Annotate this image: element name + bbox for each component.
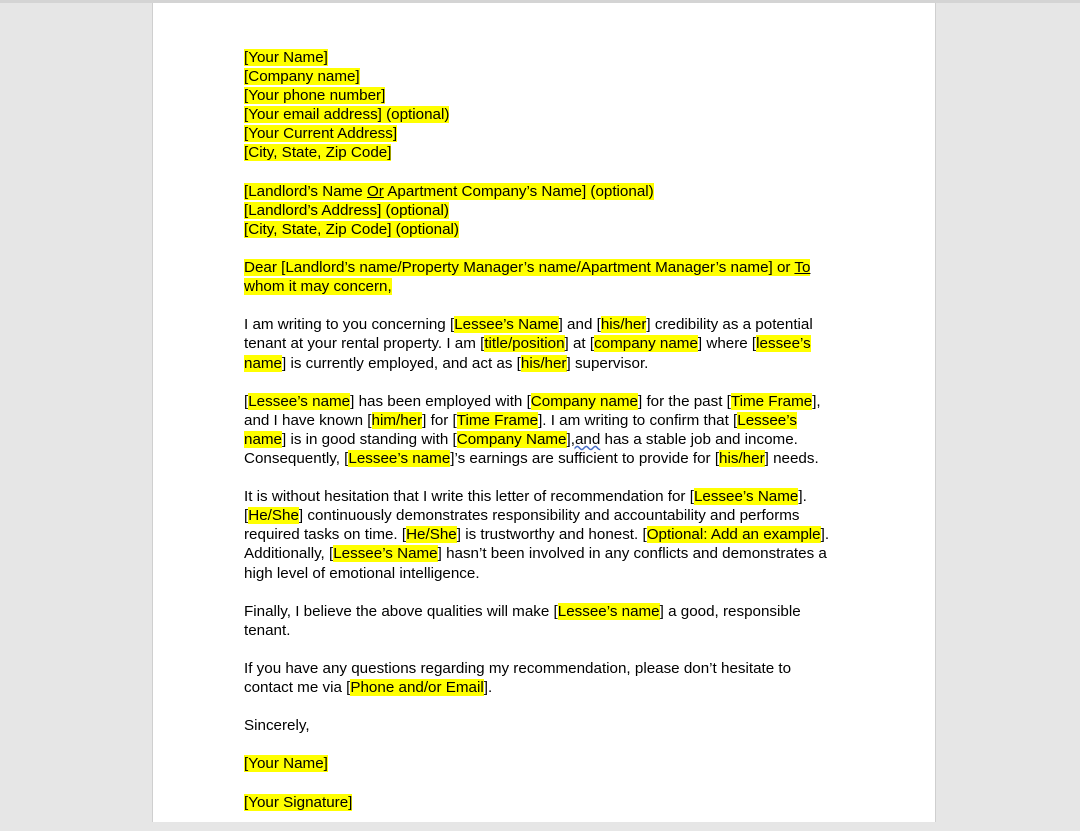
- highlight: [Your phone number]: [244, 87, 386, 105]
- salutation-line: [244, 277, 844, 296]
- text: tenant at your rental property. I am [: [244, 335, 485, 353]
- text: ].: [820, 526, 830, 544]
- highlight: his/her: [600, 316, 647, 334]
- text-line: high level of emotional intelligence.: [244, 564, 480, 582]
- paragraph-1: [244, 315, 844, 372]
- text-line: [244, 487, 844, 506]
- text: ]: [566, 430, 571, 448]
- highlight: Lessee’s name: [348, 449, 451, 467]
- paragraph-5: [244, 659, 844, 697]
- paragraph-3: [244, 487, 844, 582]
- highlight: He/She: [406, 526, 457, 544]
- sender-email-line: [244, 105, 844, 124]
- text-line: [244, 354, 844, 373]
- recipient-name-part: [Landlord’s Name: [244, 182, 367, 200]
- highlight: Company Name: [456, 430, 567, 448]
- text-line: [244, 525, 844, 544]
- highlight: name: [244, 354, 282, 372]
- document-page[interactable]: [152, 3, 936, 822]
- recipient-city-line: [244, 220, 844, 239]
- highlight: [City, State, Zip Code]: [244, 144, 392, 162]
- text: ]’s earnings are sufficient to provide for [: [450, 449, 720, 467]
- highlight: Lessee’s: [737, 411, 797, 429]
- sender-phone-line: [244, 86, 844, 105]
- text-line: [244, 411, 844, 430]
- highlight: Optional: Add an example: [646, 526, 821, 544]
- text: has a stable job and income.: [600, 430, 798, 448]
- text: ].: [798, 488, 807, 506]
- highlight: [Your Signature]: [244, 793, 353, 811]
- text: ] a good, responsible: [659, 602, 801, 620]
- salutation-line: [244, 258, 844, 277]
- recipient-address-line: [244, 201, 844, 220]
- text: ] at [: [564, 335, 595, 353]
- sender-company-line: [244, 67, 844, 86]
- text: contact me via [: [244, 679, 351, 697]
- text: ] hasn’t been involved in any conflicts and demonstrates a: [437, 545, 827, 563]
- text-line: [244, 315, 844, 334]
- text: ] is trustworthy and honest. [: [456, 526, 647, 544]
- text: ] needs.: [764, 449, 819, 467]
- highlight: Time Frame: [730, 392, 813, 410]
- recipient-name-line: [244, 182, 844, 201]
- highlight: [Your Current Address]: [244, 125, 398, 143]
- signature-block: [244, 793, 844, 812]
- highlight: Company name: [530, 392, 639, 410]
- text-line: [244, 544, 844, 563]
- highlight: [City, State, Zip Code] (optional): [244, 220, 459, 238]
- highlight: [Landlord’s Address] (optional): [244, 201, 449, 219]
- text-line: [244, 334, 844, 353]
- text: ] where [: [697, 335, 757, 353]
- text-line: [244, 449, 844, 468]
- text: I am writing to you concerning [: [244, 316, 455, 334]
- highlight: Lessee’s Name: [333, 545, 438, 563]
- recipient-name-part: Apartment Company’s Name] (optional): [383, 182, 654, 200]
- highlight: [Your email address] (optional): [244, 106, 450, 124]
- recipient-block: [244, 182, 844, 239]
- highlight: Time Frame: [456, 411, 539, 429]
- text: ] for [: [422, 411, 457, 429]
- highlight: his/her: [520, 354, 567, 372]
- highlight: whom it may concern,: [244, 278, 392, 296]
- highlight: [244, 183, 654, 200]
- text: ] supervisor.: [566, 354, 649, 372]
- signoff-name-line: [244, 754, 844, 773]
- sender-address-line: [244, 124, 844, 143]
- text: ]. I am writing to confirm that [: [538, 411, 738, 429]
- sender-city-line: [244, 143, 844, 162]
- text: Consequently, [: [244, 449, 349, 467]
- text: [: [244, 507, 249, 525]
- text: ] credibility as a potential: [646, 316, 813, 334]
- salutation-to: To: [794, 259, 811, 277]
- highlight: [244, 259, 810, 276]
- text-line: [244, 602, 844, 621]
- text: ] for the past [: [638, 392, 731, 410]
- highlight: name: [244, 430, 282, 448]
- text-line: [244, 430, 844, 449]
- text: ] is in good standing with [: [282, 430, 457, 448]
- highlight: Lessee’s Name: [454, 316, 559, 334]
- text: ].: [483, 679, 493, 697]
- text: ],: [812, 392, 821, 410]
- text: Additionally, [: [244, 545, 334, 563]
- text-line: [244, 678, 844, 697]
- highlight: Lessee’s name: [248, 392, 351, 410]
- signoff-name-block: [244, 754, 844, 773]
- text: ] is currently employed, and act as [: [282, 354, 521, 372]
- text: It is without hesitation that I write this letter of recommendation for [: [244, 488, 694, 506]
- text: [: [244, 392, 249, 410]
- highlight: Phone and/or Email: [350, 679, 484, 697]
- highlight: Lessee’s Name: [693, 488, 799, 506]
- letter-body[interactable]: [244, 48, 844, 831]
- closing-line: Sincerely,: [244, 717, 310, 735]
- paragraph-2: [244, 392, 844, 468]
- sender-name-line: [244, 48, 844, 67]
- text: and I have known [: [244, 411, 372, 429]
- highlight: company name: [594, 335, 698, 353]
- text-line: [244, 392, 844, 411]
- text: ] has been employed with [: [350, 392, 531, 410]
- highlight: lessee’s: [756, 335, 811, 353]
- grammar-flag-text[interactable]: ,and: [570, 430, 601, 448]
- highlight: title/position: [484, 335, 565, 353]
- highlight: He/She: [248, 507, 299, 525]
- text: required tasks on time. [: [244, 526, 407, 544]
- highlight: him/her: [371, 411, 423, 429]
- text-line: If you have any questions regarding my recommendation, please don’t hesitate to: [244, 660, 792, 677]
- recipient-or: Or: [366, 182, 384, 200]
- text: ] and [: [558, 316, 601, 334]
- highlight: [Company name]: [244, 68, 360, 86]
- text-line: [244, 506, 844, 525]
- text: ] continuously demonstrates responsibility and accountability and performs: [298, 507, 800, 525]
- highlight: [Your Name]: [244, 49, 328, 66]
- signature-line: [244, 793, 844, 812]
- salutation: [244, 258, 844, 296]
- highlight: Lessee’s name: [557, 602, 660, 620]
- salutation-text: Dear [Landlord’s name/Property Manager’s name/Apartment Manager’s name] or: [244, 259, 795, 277]
- text: Finally, I believe the above qualities will make [: [244, 602, 558, 620]
- paragraph-4: [244, 602, 844, 640]
- closing: [244, 716, 844, 735]
- highlight: [Your Name]: [244, 755, 328, 773]
- sender-block: [244, 48, 844, 163]
- highlight: his/her: [719, 449, 765, 467]
- text-line: tenant.: [244, 621, 291, 639]
